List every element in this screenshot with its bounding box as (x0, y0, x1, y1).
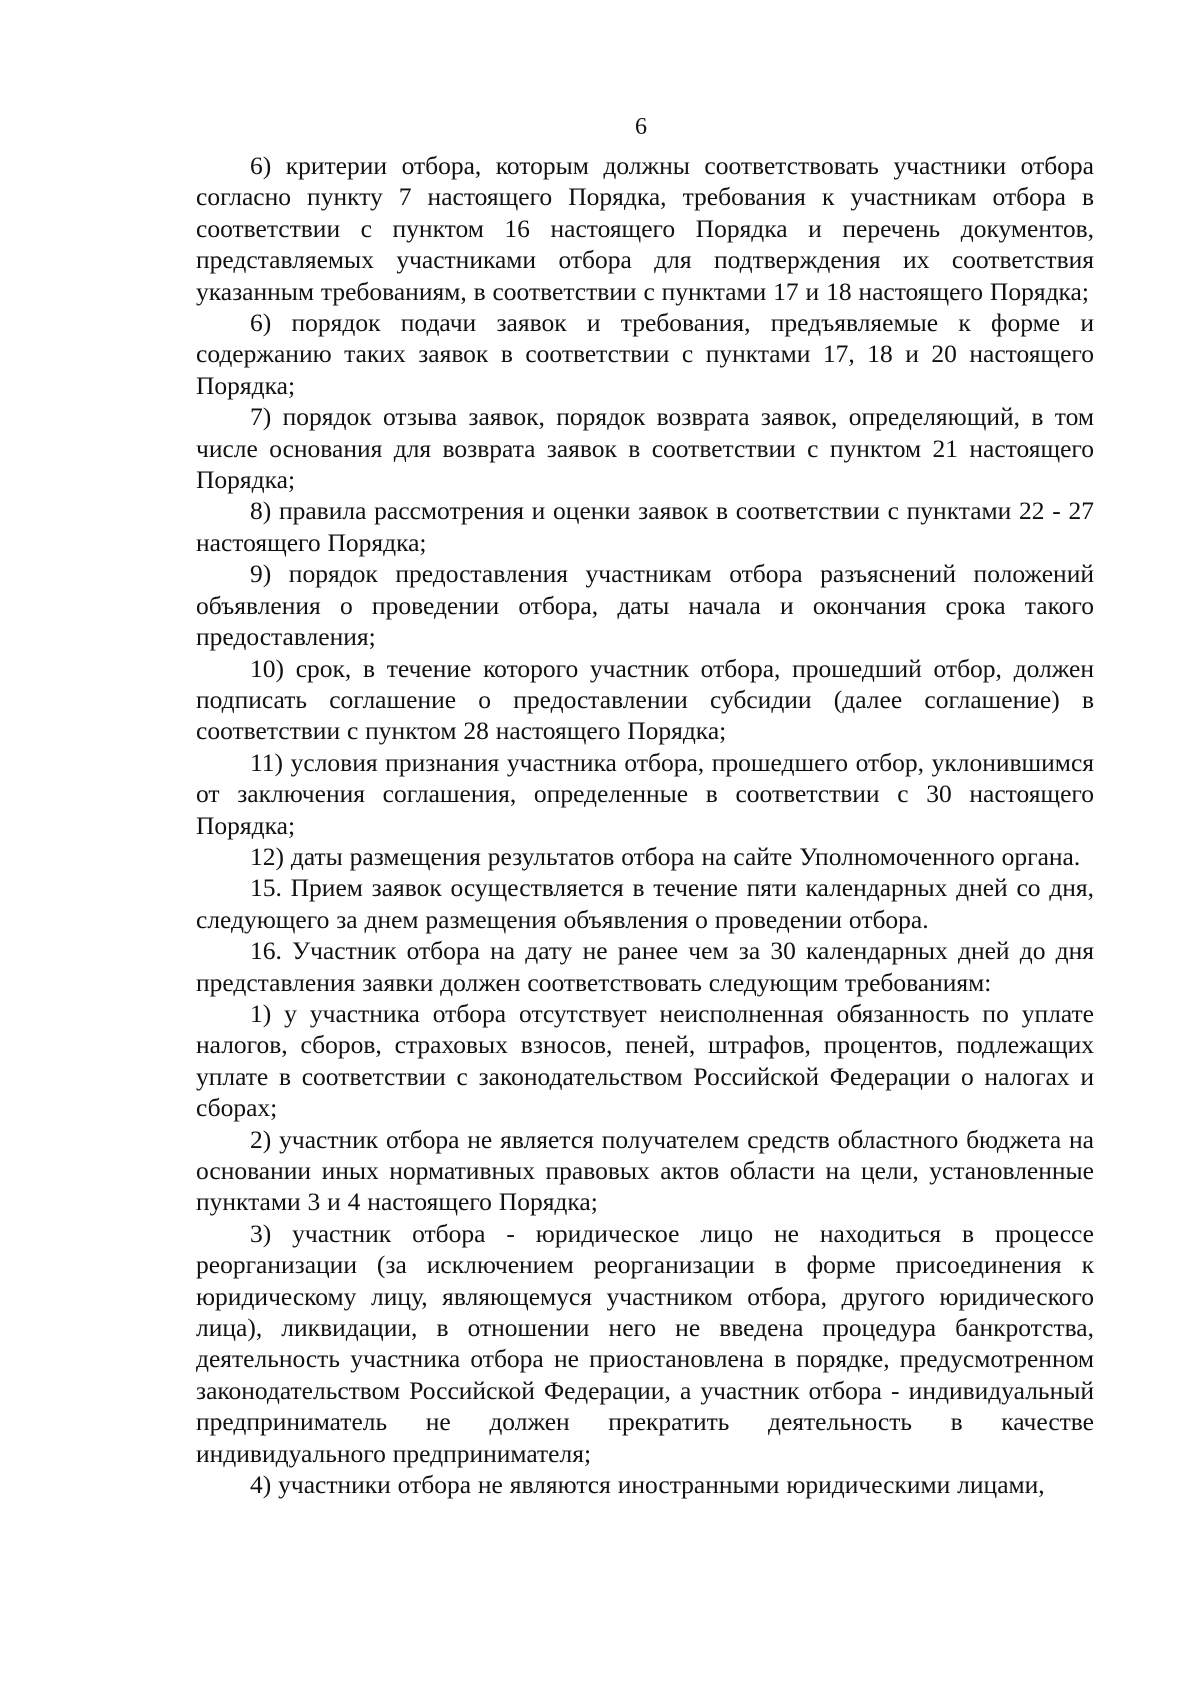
paragraph-requirement-4: 4) участники отбора не являются иностранными юридическими лицами, (250, 1470, 1045, 1500)
paragraph-item-8-review-rules: 8) правила рассмотрения и оценки заявок в соответствии с пунктами 22 - 27 настоящего Порядка; (196, 496, 1094, 557)
paragraph-requirement-3: 3) участник отбора - юридическое лицо не находиться в процессе реорганизации (за исключением реорганизации в форме присоединения к юридическому лицу, являющемуся участником отбора, другого юридического лица), ликвидации, в отношении него не введена процедура банкротства, деятельность участника отбора не приостановлена в порядке, предусмотренном законодательством Российской Федерации, а участник отбора - индивидуальный предприниматель не должен прекратить деятельность в качестве индивидуального предпринимателя; (196, 1218, 1094, 1468)
paragraph-clause-16: 16. Участник отбора на дату не ранее чем за 30 календарных дней до дня представления заявки должен соответствовать следующим требованиям: (196, 936, 1094, 997)
paragraph-item-12-results-dates: 12) даты размещения результатов отбора на сайте Уполномоченного органа. (250, 841, 1081, 871)
paragraph-requirement-2: 2) участник отбора не является получателем средств областного бюджета на основании иных нормативных правовых актов области на цели, установленные пунктами 3 и 4 настоящего Порядка; (196, 1124, 1094, 1217)
paragraph-item-10-agreement-deadline: 10) срок, в течение которого участник отбора, прошедший отбор, должен подписать соглашение о предоставлении субсидии (далее соглашение) в соответствии с пунктом 28 настоящего Порядка; (196, 653, 1094, 746)
paragraph-item-11-evasion-conditions: 11) условия признания участника отбора, прошедшего отбор, уклонившимся от заключения соглашения, определенные в соответствии с 30 настоящего Порядка; (196, 747, 1094, 840)
paragraph-item-7-withdrawal: 7) порядок отзыва заявок, порядок возврата заявок, определяющий, в том числе основания для возврата заявок в соответствии с пунктом 21 настоящего Порядка; (196, 402, 1094, 495)
paragraph-item-6-selection-criteria: 6) критерии отбора, которым должны соответствовать участники отбора согласно пункту 7 настоящего Порядка, требования к участникам отбора в соответствии с пунктом 16 настоящего Порядка и перечень документов, представляемых участниками отбора для подтверждения их соответствия указанным требованиям, в соответствии с пунктами 17 и 18 настоящего Порядка; (196, 151, 1094, 306)
document-body (196, 150, 1094, 1500)
paragraph-requirement-1: 1) у участника отбора отсутствует неисполненная обязанность по уплате налогов, сборов, страховых взносов, пеней, штрафов, процентов, подлежащих уплате в соответствии с законодательством Российской Федерации о налогах и сборах; (196, 998, 1094, 1123)
paragraph-item-6-submission-procedure: 6) порядок подачи заявок и требования, предъявляемые к форме и содержанию таких заявок в соответствии с пунктами 17, 18 и 20 настоящего Порядка; (196, 308, 1094, 400)
page-number: 6 (635, 114, 647, 140)
paragraph-clause-15: 15. Прием заявок осуществляется в течение пяти календарных дней со дня, следующего за днем размещения объявления о проведении отбора. (196, 873, 1094, 934)
paragraph-item-9-clarifications: 9) порядок предоставления участникам отбора разъяснений положений объявления о проведении отбора, даты начала и окончания срока такого предоставления; (196, 559, 1094, 652)
